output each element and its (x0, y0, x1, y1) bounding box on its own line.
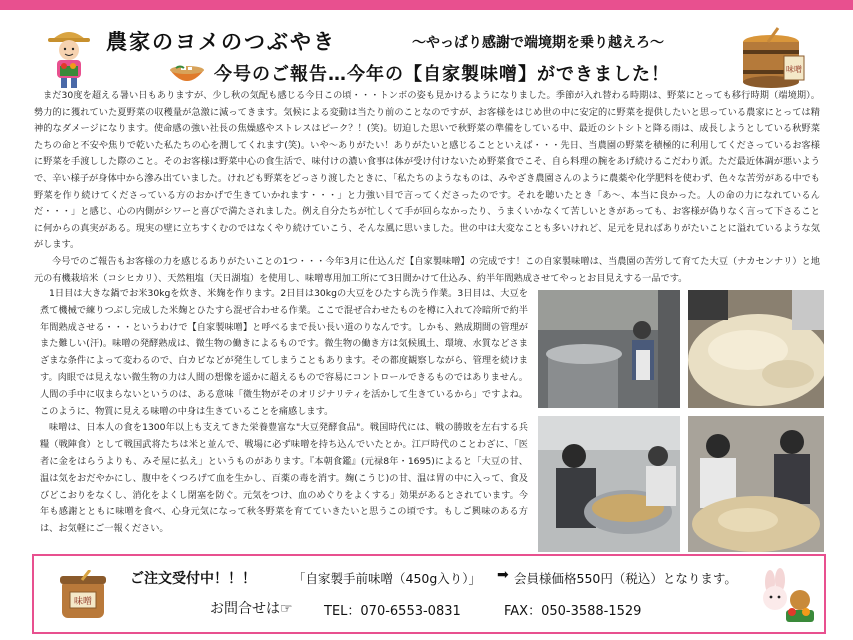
intro-paragraph: まだ30度を超える暑い日もありますが、少し秋の気配も感じる今日この頃・・・トンボの姿も見かけるようになりました。季節が入れ替わる時期は、野菜にとっても移行時期（端境期）。勢力的に獲れていた夏野菜の収穫量が急激に減ってきます。気候による変動は当たり前のことなのですが、お客様をはじめ世の中に安定的に野菜を提供したいと思っている農家にとっては精神的なダメージになります。使命感の強い社長の焦燥感やストレスはピーク？！(笑)。切迫した思いで秋野菜の準備をしている中、最近のシトシトと降る雨は、成長しようとしている秋野菜たちの命と不安や焦りで乾いた私たちの心を潤してくれます(笑)。いや～ありがたい！ありがたいと感じることといえば・・・先日、当農園の野菜を積極的に利用してくださっているお客様に野菜を手渡しした際のこと。そのお客様は野菜中心の食生活で、味付けの濃い食事は体が受け付けないため野菜食でこそ、自ら料理の腕をあげ続けるこだわり派。ただ最近体調が悪いようで、辛い様子が身体中から滲み出ていました。けれども野菜をどっさり渡したときに、「私たちのようなものは、みやざき農園さんのように農薬や化学肥料を使わず、色々な苦労がある中でも野菜を作り続けてくださっている方のおかげで生きていかれます・・・」と力強い目で言ってくださったのです。それを聴いたとき「あ～、本当に良かった。人の命の力になれているんだ・・・」と感じ、心の内側がシワーと喜びで満たされました。例え自分たちが忙しくて手が回らなかったり、うまくいかなくて苦しいときがあっても、お客様が偽りなく言って下さることに何からの真実がある。現実の壁に立ちすくむのではなくやり続けていこう、そんな風に思いました。世の中は大変なことも多いけれど、足元を見ればありがたいことに溢れているような気がします。 (34, 90, 820, 251)
photo-mixing-miso (688, 416, 824, 552)
miso-bowl-icon (168, 58, 206, 90)
order-footer (32, 554, 826, 634)
order-price: 会員様価格550円（税込）となります。 (514, 571, 737, 586)
arrow-right-icon: ➡ (497, 567, 509, 583)
svg-text:味噌: 味噌 (786, 65, 802, 74)
contact-tel[interactable]: TEL：070-6553-0831 (324, 604, 461, 619)
order-product: 「自家製手前味噌（450g入り）」 (293, 571, 482, 586)
newsletter-title: 農家のヨメのつぶやき (106, 29, 336, 54)
photo-cooking-rice (538, 290, 680, 408)
contact-label: お問合せは☞ (210, 601, 293, 617)
intro-paragraph: 今号でのご報告もお客様の力を感じるありがたいことの1つ・・・今年3月に仕込んだ【自家製味噌】の完成です！この自家製味噌は、当農園の苦労して育てた大豆（ナカセンナリ）と地元の有機栽培米（コシヒカリ）、天然粗塩（天日湖塩）を使用し、味噌専用加工所にて3日間かけて仕込み、約半年間熟成させてやっとお目見えする一品です。 (34, 255, 820, 284)
contact-fax: FAX：050-3588-1529 (504, 604, 642, 619)
miso-barrel-icon (738, 26, 808, 90)
miso-jar-icon (56, 570, 110, 620)
newsletter-header (0, 10, 853, 88)
process-text (40, 286, 528, 538)
jar-label: 味噌 (73, 597, 93, 607)
order-title: ご注文受付中！！！ (130, 571, 256, 587)
photo-rice-koji (688, 290, 824, 408)
newsletter-subtitle: ～やっぱり感謝で端境期を乗り越えろ～ (412, 35, 664, 51)
process-paragraph: 1日目は大きな鍋でお米30kgを炊き、米麹を作ります。2日目は30kgの大豆をひたすら洗う作業。3日目は、大豆を煮て機械で練りつぶし完成した米麹とひたすら混ぜ合わせる作業。ここで混ぜ合わせたものを樽に入れて冷暗所で約半年間熟成させる・・・というわけで【自家製味噌】と呼べるまで長い長い道のりなんです。しかも、熟成期間の管理がまた難しい(汗)。味噌の発酵熟成は、微生物の働きによるものです。微生物の働き方は気候風土、環境、水質などさまざまな条件によって変わるので、白カビなどが発生してしまうこともあります。その都度観察しながら、管理を続けます。肉眼では見えない微生物の力は人間の想像を遥かに超えるもので容易にコントロールできるものではありません。人間の手中に収まらないというのは、ある意味「微生物がそのオリジナリティを活かして生きているから」ですよね。このように、物質に見える味噌の中身は生きていることを痛感します。 (40, 288, 528, 417)
top-accent-bar (0, 0, 853, 10)
intro-text (34, 88, 820, 287)
photo-washing-soybeans (538, 416, 680, 552)
history-paragraph: 味噌は、日本人の食を1300年以上も支えてきた栄養豊富な"大豆発酵食品"。戦国時代には、戦の勝敗を左右する兵糧（戦陣食）として戦国武将たちは米と並んで、戦場に必ず味噌を持ち込んでいたとか。江戸時代のことわざに、「医者に金をはらうよりも、みそ屋に払え」というものがあります。『本朝食鑑』(元禄8年・1695)によると「大豆の甘、温は気をおだやかにし、腹中をくつろげて血を生かし、百薬の毒を消す。麹(こうじ)の甘、温は胃の中に入って、食及びどこおりをなくし、消化をよくし閉塞を防ぐ。元気をつけ、血のめぐりをよくする」効果があるとされています。今年も感謝とともに味噌を食べ、心身元気になって秋冬野菜を育てていきたいと思うこの頃です。もしご興味のある方は、お気軽にご一報ください。 (40, 422, 528, 535)
farmer-icon (44, 26, 94, 88)
newsletter-headline: 今号のご報告…今年の【自家製味噌】ができました！ (214, 64, 670, 85)
vegetable-character-icon (756, 568, 816, 624)
